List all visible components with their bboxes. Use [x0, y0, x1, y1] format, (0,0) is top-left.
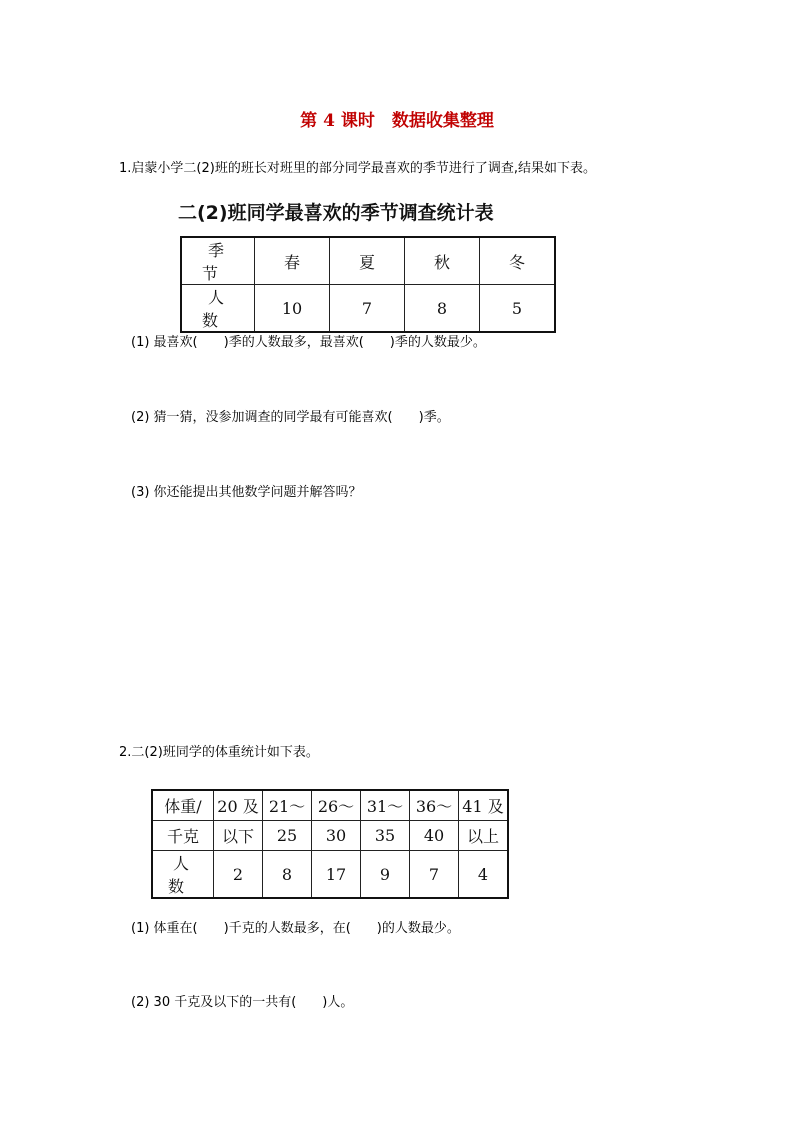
- table-row: [181, 237, 555, 285]
- season-cell: 夏: [330, 237, 405, 285]
- season-table-title: 二(2)班同学最喜欢的季节调查统计表: [178, 202, 494, 224]
- count-cell: 8: [405, 285, 480, 333]
- count-cell: 17: [312, 851, 361, 899]
- table-row: [152, 851, 508, 899]
- weight-header-top: 体重/: [152, 790, 214, 821]
- count-cell: 2: [214, 851, 263, 899]
- range-top-cell: 41 及: [459, 790, 509, 821]
- season-cell: 秋: [405, 237, 480, 285]
- range-bottom-cell: 25: [263, 821, 312, 851]
- range-bottom-cell: 以下: [214, 821, 263, 851]
- range-top-cell: 36～: [410, 790, 459, 821]
- season-cell: 春: [255, 237, 330, 285]
- question-1-part-3: (3) 你还能提出其他数学问题并解答吗？: [131, 485, 362, 500]
- range-top-cell: 26～: [312, 790, 361, 821]
- range-bottom-cell: 30: [312, 821, 361, 851]
- table-row: [181, 285, 555, 333]
- count-row-label: 人数: [181, 285, 255, 333]
- range-top-cell: 20 及: [214, 790, 263, 821]
- range-top-cell: 31～: [361, 790, 410, 821]
- season-header-label: 季节: [181, 237, 255, 285]
- question-1-part-1: (1) 最喜欢( )季的人数最多，最喜欢( )季的人数最少。: [131, 335, 486, 350]
- count-cell: 9: [361, 851, 410, 899]
- season-cell: 冬: [480, 237, 556, 285]
- count-cell: 7: [330, 285, 405, 333]
- question-2-part-1: (1) 体重在( )千克的人数最多，在( )的人数最少。: [131, 921, 460, 936]
- question-1-part-2: (2) 猜一猜，没参加调查的同学最有可能喜欢( )季。: [131, 410, 450, 425]
- count-row-label: 人数: [152, 851, 214, 899]
- range-bottom-cell: 40: [410, 821, 459, 851]
- count-cell: 4: [459, 851, 509, 899]
- count-cell: 7: [410, 851, 459, 899]
- range-bottom-cell: 35: [361, 821, 410, 851]
- count-cell: 5: [480, 285, 556, 333]
- weight-header-bottom: 千克: [152, 821, 214, 851]
- question-1-prompt: 1.启蒙小学二(2)班的班长对班里的部分同学最喜欢的季节进行了调查,结果如下表。: [119, 161, 596, 176]
- range-bottom-cell: 以上: [459, 821, 509, 851]
- table-row: [152, 790, 508, 821]
- count-cell: 10: [255, 285, 330, 333]
- page-title: 第 4 课时 数据收集整理: [300, 111, 494, 131]
- table-row: [152, 821, 508, 851]
- weight-table: [151, 789, 509, 899]
- question-2-prompt: 2.二(2)班同学的体重统计如下表。: [119, 745, 319, 760]
- range-top-cell: 21～: [263, 790, 312, 821]
- season-table: [180, 236, 556, 333]
- count-cell: 8: [263, 851, 312, 899]
- question-2-part-2: (2) 30 千克及以下的一共有( )人。: [131, 995, 354, 1010]
